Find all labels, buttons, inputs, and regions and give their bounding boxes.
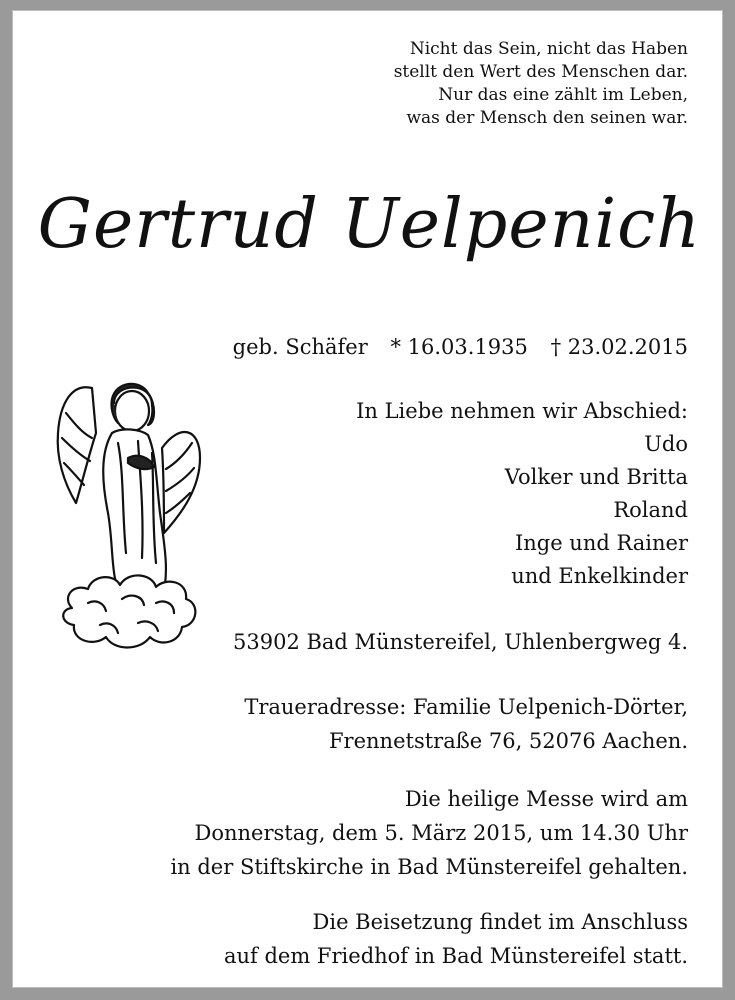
mourners-intro: In Liebe nehmen wir Abschied: [356, 399, 688, 423]
mourner-name: Udo [644, 432, 688, 456]
maiden-name: geb. Schäfer [232, 335, 368, 359]
poem-line: stellt den Wert des Menschen dar. [393, 62, 688, 82]
mourners [356, 395, 688, 593]
poem-line: Nur das eine zählt im Leben, [438, 85, 688, 105]
burial-line: auf dem Friedhof in Bad Münstereifel statt. [223, 944, 688, 968]
burial-line: Die Beisetzung findet im Anschluss [312, 910, 688, 934]
mourning-address-line: Traueradresse: Familie Uelpenich-Dörter, [244, 695, 688, 719]
mourner-name: Volker und Britta [504, 465, 688, 489]
angel-icon [52, 363, 202, 653]
mass-line: Die heilige Messe wird am [404, 787, 688, 811]
mourning-address-line: Frennetstraße 76, 52076 Aachen. [328, 729, 688, 753]
life-dates [233, 332, 688, 362]
mass-line: in der Stiftskirche in Bad Münstereifel gehalten. [170, 855, 688, 879]
deceased-name: Gertrud Uelpenich [37, 185, 701, 264]
poem-line: was der Mensch den seinen war. [406, 108, 688, 128]
obituary-card [12, 10, 723, 988]
mourner-name: Inge und Rainer [514, 531, 688, 555]
mass-line: Donnerstag, dem 5. März 2015, um 14.30 Uhr [194, 821, 688, 845]
mourning-address [244, 690, 688, 758]
mass-notice [170, 782, 688, 884]
mourner-name: und Enkelkinder [511, 564, 688, 588]
death-date: † 23.02.2015 [550, 335, 688, 359]
family-address: 53902 Bad Münstereifel, Uhlenbergweg 4. [233, 630, 688, 654]
burial-notice [224, 905, 688, 973]
poem [394, 38, 688, 130]
birth-date: * 16.03.1935 [390, 335, 528, 359]
poem-line: Nicht das Sein, nicht das Haben [409, 39, 688, 59]
mourner-name: Roland [613, 498, 688, 522]
